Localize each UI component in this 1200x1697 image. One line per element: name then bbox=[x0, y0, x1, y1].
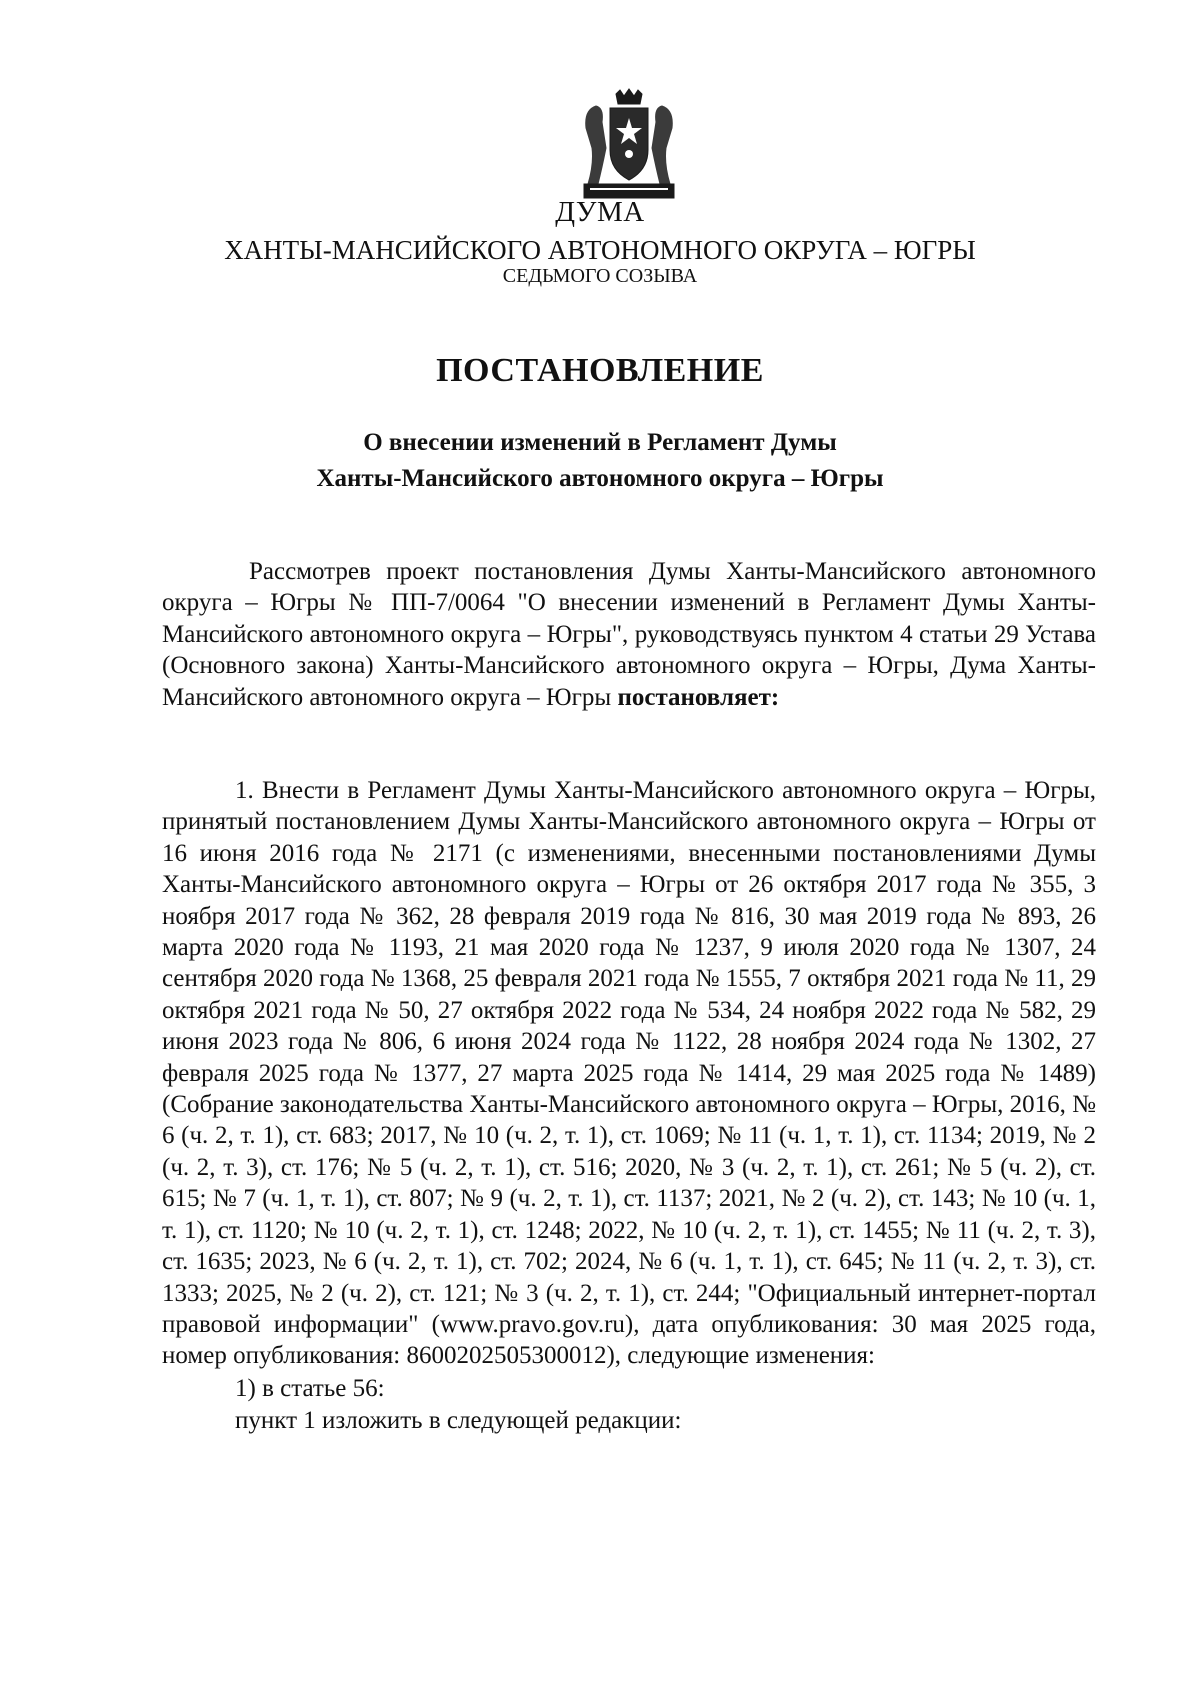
preamble-resolves: постановляет: bbox=[617, 683, 780, 711]
document-title-line-1: О внесении изменений в Регламент Думы bbox=[363, 429, 837, 456]
subitem-1: 1) в статье 56: bbox=[235, 1375, 385, 1402]
preamble-paragraph bbox=[162, 556, 1096, 713]
issuer-name: ДУМА bbox=[555, 196, 645, 228]
coat-of-arms-icon bbox=[580, 88, 678, 200]
document-title-line-2: Ханты-Мансийского автономного округа – Югры bbox=[316, 465, 884, 492]
item-1-paragraph: 1. Внести в Регламент Думы Ханты-Мансийского автономного округа – Югры, принятый постановлением Думы Ханты-Мансийского автономного округа – Югры от 16 июня 2016 года № 2171 (с изменениями, внесенными постановлениями Думы Ханты-Мансийского автономного округа – Югры от 26 октября 2017 года № 355, 3 ноября 2017 года № 362, 28 февраля 2019 года № 816, 30 мая 2019 года № 893, 26 марта 2020 года № 1193, 21 мая 2020 года № 1237, 9 июля 2020 года № 1307, 24 сентября 2020 года № 1368, 25 февраля 2021 года № 1555, 7 октября 2021 года № 11, 29 октября 2021 года № 50, 27 октября 2022 года № 534, 24 ноября 2022 года № 582, 29 июня 2023 года № 806, 6 июня 2024 года № 1122, 28 ноября 2024 года № 1302, 27 февраля 2025 года № 1377, 27 марта 2025 года № 1414, 29 мая 2025 года № 1489) (Собрание законодательства Ханты-Мансийского автономного округа – Югры, 2016, № 6 (ч. 2, т. 1), ст. 683; 2017, № 10 (ч. 2, т. 1), ст. 1069; № 11 (ч. 1, т. 1), ст. 1134; 2019, № 2 (ч. 2, т. 3), ст. 176; № 5 (ч. 2, т. 1), ст. 516; 2020, № 3 (ч. 2, т. 1), ст. 261; № 5 (ч. 2), ст. 615; № 7 (ч. 1, т. 1), ст. 807; № 9 (ч. 2, т. 1), ст. 1137; 2021, № 2 (ч. 2), ст. 143; № 10 (ч. 1, т. 1), ст. 1120; № 10 (ч. 2, т. 1), ст. 1248; 2022, № 10 (ч. 2, т. 1), ст. 1455; № 11 (ч. 2, т. 3), ст. 1635; 2023, № 6 (ч. 2, т. 1), ст. 702; 2024, № 6 (ч. 1, т. 1), ст. 645; № 11 (ч. 2, т. 3), ст. 1333; 2025, № 2 (ч. 2), ст. 121; № 3 (ч. 2, т. 1), ст. 244; "Официальный интернет-портал правовой информации" (www.pravo.gov.ru), дата опубликования: 30 мая 2025 года, номер опубликования: 8600202505300012), следующие изменения: bbox=[162, 777, 1096, 1370]
region-name: ХАНТЫ-МАНСИЙСКОГО АВТОНОМНОГО ОКРУГА – ЮГРЫ bbox=[224, 235, 976, 265]
subitem-1-text: пункт 1 изложить в следующей редакции: bbox=[235, 1407, 682, 1434]
document-type: ПОСТАНОВЛЕНИЕ bbox=[436, 352, 764, 389]
preamble-text: Рассмотрев проект постановления Думы Ханты-Мансийского автономного округа – Югры № ПП-7/0064 "О внесении изменений в Регламент Думы Ханты-Мансийского автономного округа – Югры", руководствуясь пунктом 4 статьи 29 Устава (Основного закона) Ханты-Мансийского автономного округа – Югры, Дума Ханты-Мансийского автономного округа – Югры bbox=[162, 558, 1096, 711]
document-title bbox=[0, 425, 1200, 497]
convocation: СЕДЬМОГО СОЗЫВА bbox=[502, 265, 698, 287]
